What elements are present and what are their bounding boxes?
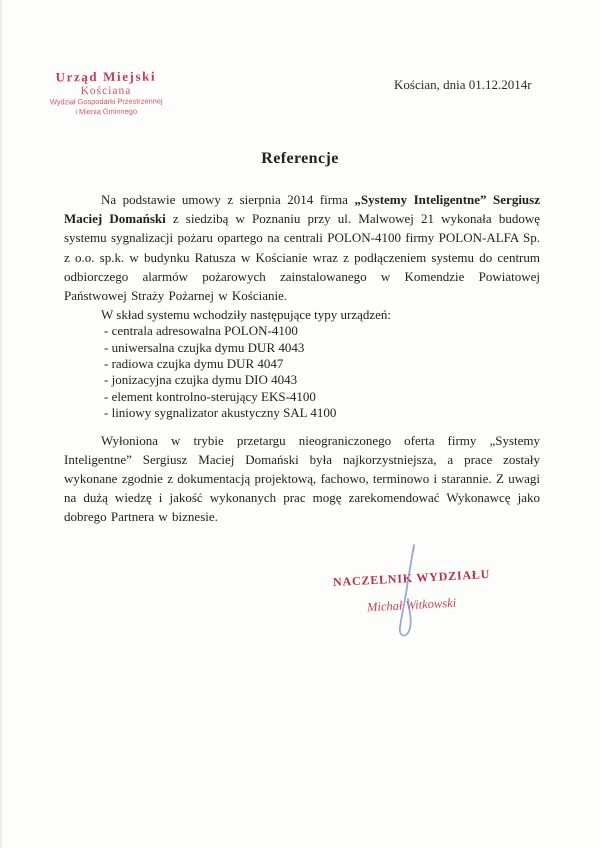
signature-role-stamp: NACZELNIK WYDZIAŁU (332, 566, 491, 590)
document-title: Referencje (261, 150, 339, 167)
equipment-item: - liniowy sygnalizator akustyczny SAL 4100 (104, 405, 337, 421)
office-stamp-line2: Kościana (80, 84, 132, 97)
office-stamp-line1: Urząd Miejski (55, 68, 157, 85)
equipment-item: - element kontrolno-sterujący EKS-4100 (104, 388, 316, 404)
equipment-item: - jonizacyjna czujka dymu DIO 4043 (104, 372, 298, 388)
equipment-item: - uniwersalna czujka dymu DUR 4043 (104, 339, 305, 355)
office-stamp (38, 69, 174, 116)
signature-name-stamp: Michał Witkowski (366, 595, 457, 615)
office-stamp-line3: Wydział Gospodarki Przestrzennej (49, 96, 163, 107)
paragraph-1-post: z siedzibą w Poznaniu przy ul. Malwowej 21 wykonała budowę systemu sygnalizacji pożaru opartego na centrali POLON-4100 firmy POLON-ALFA Sp. z o.o. sp.k. w budynku Ratusza w Kościanie wraz z podłączeniem systemu do centrum odbiorczego alarmów pożarowych zainstalowanego w Komendzie Powiatowej Państwowej Straży Pożarnej w Kościanie. (64, 211, 540, 304)
equipment-intro: W skład systemu wchodziły następujące typy urządzeń: (101, 307, 392, 323)
paragraph-1-pre: Na podstawie umowy z sierpnia 2014 firma (101, 192, 355, 207)
paragraph-2: Wyłoniona w trybie przetargu nieograniczonego oferta firmy „Systemy Inteligentne” Sergiusz Maciej Domański była najkorzystniejsza, a prace zostały wykonane zgodnie z dokumentacją projektową, fachowo, terminowo i starannie. Z uwagi na dużą wiedzę i jakość wykonanych prac mogę zarekomendować Wykonawcę jako dobrego Partnera w biznesie. (64, 432, 540, 525)
pen-signature-scrawl (386, 541, 438, 643)
equipment-list (104, 323, 540, 421)
equipment-item: - radiowa czujka dymu DUR 4047 (104, 356, 284, 372)
document-body (64, 190, 540, 527)
date-line: Kościan, dnia 01.12.2014r (394, 77, 532, 92)
office-stamp-line4: i Mienia Gminnego (75, 106, 138, 116)
paragraph-1 (64, 190, 540, 305)
equipment-item: - centrala adresowalna POLON-4100 (104, 323, 298, 339)
paragraph-1-company-bold: „Systemy Inteligentne” Sergiusz Maciej Domański (64, 192, 540, 227)
